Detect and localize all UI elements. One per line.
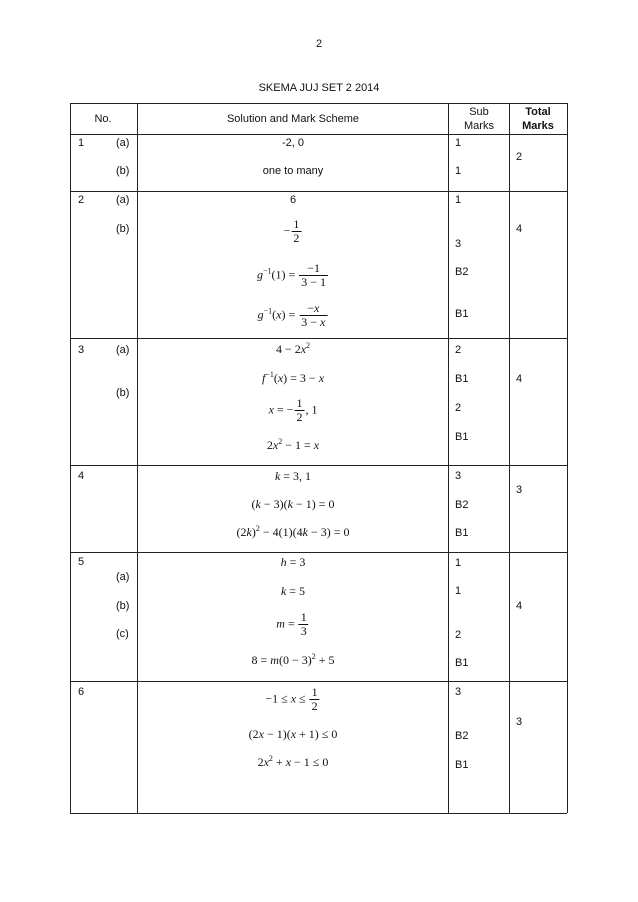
q2-total: 4 bbox=[516, 223, 523, 235]
q3-number: 3 bbox=[78, 344, 85, 356]
q2-part-a: (a) bbox=[116, 194, 130, 206]
q4-total: 3 bbox=[516, 484, 523, 496]
document-title: SKEMA JUJ SET 2 2014 bbox=[258, 82, 380, 94]
q3-sub-mark-3: 2 bbox=[455, 402, 462, 414]
header-total-line1: Total bbox=[525, 106, 551, 118]
q4-working-1: (k − 3)(k − 1) = 0 bbox=[251, 497, 335, 511]
q3-answer-a: $4 - 2x^2$ bbox=[275, 341, 311, 356]
q3-answer-b: x = − $\frac{1}{2}$ , 1 bbox=[268, 396, 318, 424]
q5-working: $8 = m(0 - 3)^2 + 5$ bbox=[251, 652, 335, 667]
q5-part-b: (b) bbox=[116, 600, 130, 612]
q2-sub-mark-4: B1 bbox=[455, 308, 469, 320]
q6-number: 6 bbox=[78, 686, 85, 698]
table-border-right bbox=[567, 103, 568, 813]
row-divider bbox=[70, 552, 567, 553]
q1-sub-mark-b: 1 bbox=[455, 165, 462, 177]
q3-sub-mark-4: B1 bbox=[455, 431, 469, 443]
header-total-line2: Marks bbox=[522, 120, 554, 132]
column-divider bbox=[509, 103, 510, 813]
table-border-top bbox=[70, 103, 567, 104]
q2-sub-mark-3: B2 bbox=[455, 266, 469, 278]
q1-number: 1 bbox=[78, 137, 85, 149]
q2-part-b: (b) bbox=[116, 223, 130, 235]
q1-part-b: (b) bbox=[116, 165, 130, 177]
header-no: No. bbox=[94, 113, 112, 125]
q5-part-c: (c) bbox=[116, 628, 129, 640]
q5-part-a: (a) bbox=[116, 571, 130, 583]
q6-total: 3 bbox=[516, 716, 523, 728]
q3-sub-mark-1: 2 bbox=[455, 344, 462, 356]
q1-part-a: (a) bbox=[116, 137, 130, 149]
column-divider bbox=[448, 103, 449, 813]
q5-answer-b: k = 5 bbox=[280, 584, 306, 598]
q5-sub-mark-2: 1 bbox=[455, 585, 462, 597]
header-sub-marks-line2: Marks bbox=[464, 120, 494, 132]
q5-number: 5 bbox=[78, 556, 85, 568]
q2-answer-a: 6 bbox=[289, 194, 297, 206]
q4-working-2: $(2k)^2 - 4(1)(4k - 3) = 0$ bbox=[236, 524, 350, 539]
q3-total: 4 bbox=[516, 373, 523, 385]
q6-working-1: (2x − 1)(x + 1) ≤ 0 bbox=[248, 727, 338, 741]
q4-number: 4 bbox=[78, 470, 85, 482]
row-divider bbox=[70, 681, 567, 682]
table-border-bottom bbox=[70, 813, 567, 814]
q4-sub-mark-1: 3 bbox=[455, 470, 462, 482]
q2-sub-mark-2: 3 bbox=[455, 238, 462, 250]
header-sub-marks-line1: Sub bbox=[469, 106, 489, 118]
q6-answer: −1 ≤ x ≤ $\frac{1}{2}$ bbox=[265, 685, 318, 713]
q5-answer-c: m = $\frac{1}{3}$ bbox=[276, 610, 307, 638]
q1-answer-b: one to many bbox=[262, 165, 324, 177]
row-divider bbox=[70, 465, 567, 466]
q4-answer: k = 3, 1 bbox=[274, 469, 312, 483]
page-number: 2 bbox=[315, 38, 323, 50]
table-border-left bbox=[70, 103, 71, 813]
header-solution: Solution and Mark Scheme bbox=[226, 113, 360, 125]
row-divider bbox=[70, 191, 567, 192]
q2-sub-mark-1: 1 bbox=[455, 194, 462, 206]
q6-sub-mark-1: 3 bbox=[455, 686, 462, 698]
q6-working-2: $2x^2 + x - 1 \le 0$ bbox=[257, 754, 329, 769]
q1-total: 2 bbox=[516, 151, 523, 163]
column-divider bbox=[137, 103, 138, 813]
q2-number: 2 bbox=[78, 194, 85, 206]
header-divider bbox=[70, 134, 567, 135]
q6-sub-mark-2: B2 bbox=[455, 730, 469, 742]
q2-working-1: $g^{-1}(1)$ = $\frac{-1}{3 - 1}$ bbox=[256, 261, 327, 289]
q5-answer-a: h = 3 bbox=[280, 555, 306, 569]
q3-working-b: $2x^2 - 1 = x$ bbox=[266, 437, 320, 452]
q1-sub-mark-a: 1 bbox=[455, 137, 462, 149]
row-divider bbox=[70, 338, 567, 339]
q5-sub-mark-4: B1 bbox=[455, 657, 469, 669]
q4-sub-mark-2: B2 bbox=[455, 499, 469, 511]
q5-sub-mark-3: 2 bbox=[455, 629, 462, 641]
q2-answer-b: − $\frac{1}{2}$ bbox=[283, 217, 300, 245]
q2-working-2: $g^{-1}(x)$ = $\frac{-x}{3 - x}$ bbox=[257, 301, 326, 329]
q5-sub-mark-1: 1 bbox=[455, 557, 462, 569]
q1-answer-a: -2, 0 bbox=[281, 137, 305, 149]
q6-sub-mark-3: B1 bbox=[455, 759, 469, 771]
q4-sub-mark-3: B1 bbox=[455, 527, 469, 539]
q3-part-a: (a) bbox=[116, 344, 130, 356]
q3-sub-mark-2: B1 bbox=[455, 373, 469, 385]
q5-total: 4 bbox=[516, 600, 523, 612]
q3-part-b: (b) bbox=[116, 387, 130, 399]
q3-working-a: $f^{-1}(x) = 3 - x$ bbox=[261, 370, 325, 385]
